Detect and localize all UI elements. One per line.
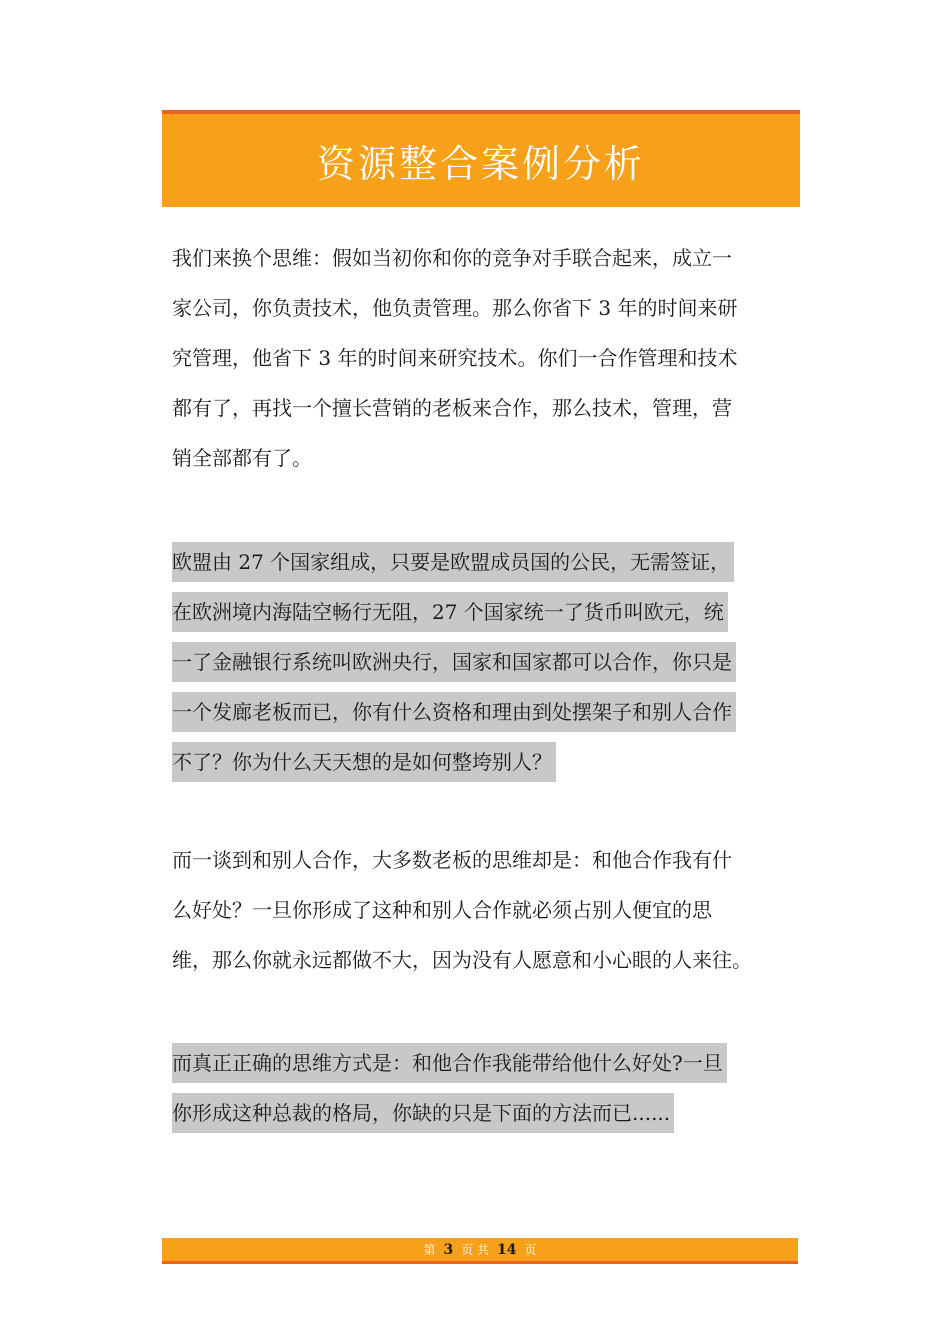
paragraph-2-highlighted — [172, 537, 792, 787]
text-line: 而一谈到和别人合作，大多数老板的思维却是：和他合作我有什 — [172, 848, 732, 872]
paragraph-3 — [172, 835, 792, 985]
text-line: 么好处？一旦你形成了这种和别人合作就必须占别人便宜的思 — [172, 898, 712, 922]
current-page-number: 3 — [443, 1241, 454, 1258]
text-line: 销全部都有了。 — [172, 446, 312, 470]
text-line: 一个发廊老板而已，你有什么资格和理由到处摆架子和别人合作 — [172, 692, 736, 732]
total-pages-number: 14 — [497, 1241, 517, 1258]
text-line: 维，那么你就永远都做不大，因为没有人愿意和小心眼的人来往。 — [172, 948, 752, 972]
text-line: 不了？你为什么天天想的是如何整垮别人？ — [172, 742, 556, 782]
footer-suffix: 页 — [524, 1243, 537, 1257]
text-line: 你形成这种总裁的格局，你缺的只是下面的方法而已...... — [172, 1093, 674, 1133]
page-title: 资源整合案例分析 — [316, 142, 645, 186]
title-banner — [162, 110, 800, 207]
text-line: 我们来换个思维：假如当初你和你的竞争对手联合起来，成立一 — [172, 246, 732, 270]
text-line: 究管理，他省下 3 年的时间来研究技术。你们一合作管理和技术 — [172, 346, 738, 370]
text-line: 都有了，再找一个擅长营销的老板来合作，那么技术，管理，营 — [172, 396, 732, 420]
paragraph-4-highlighted — [172, 1038, 792, 1138]
paragraph-1 — [172, 233, 792, 483]
text-line: 欧盟由 27 个国家组成，只要是欧盟成员国的公民，无需签证， — [172, 542, 734, 582]
text-line: 家公司，你负责技术，他负责管理。那么你省下 3 年的时间来研 — [172, 296, 738, 320]
text-line: 一了金融银行系统叫欧洲央行，国家和国家都可以合作，你只是 — [172, 642, 736, 682]
footer-middle: 页 共 — [461, 1243, 490, 1257]
footer-prefix: 第 — [423, 1243, 436, 1257]
text-line: 而真正正确的思维方式是：和他合作我能带给他什么好处?一旦 — [172, 1043, 727, 1083]
page-footer — [162, 1238, 798, 1264]
text-line: 在欧洲境内海陆空畅行无阻，27 个国家统一了货币叫欧元，统 — [172, 592, 728, 632]
